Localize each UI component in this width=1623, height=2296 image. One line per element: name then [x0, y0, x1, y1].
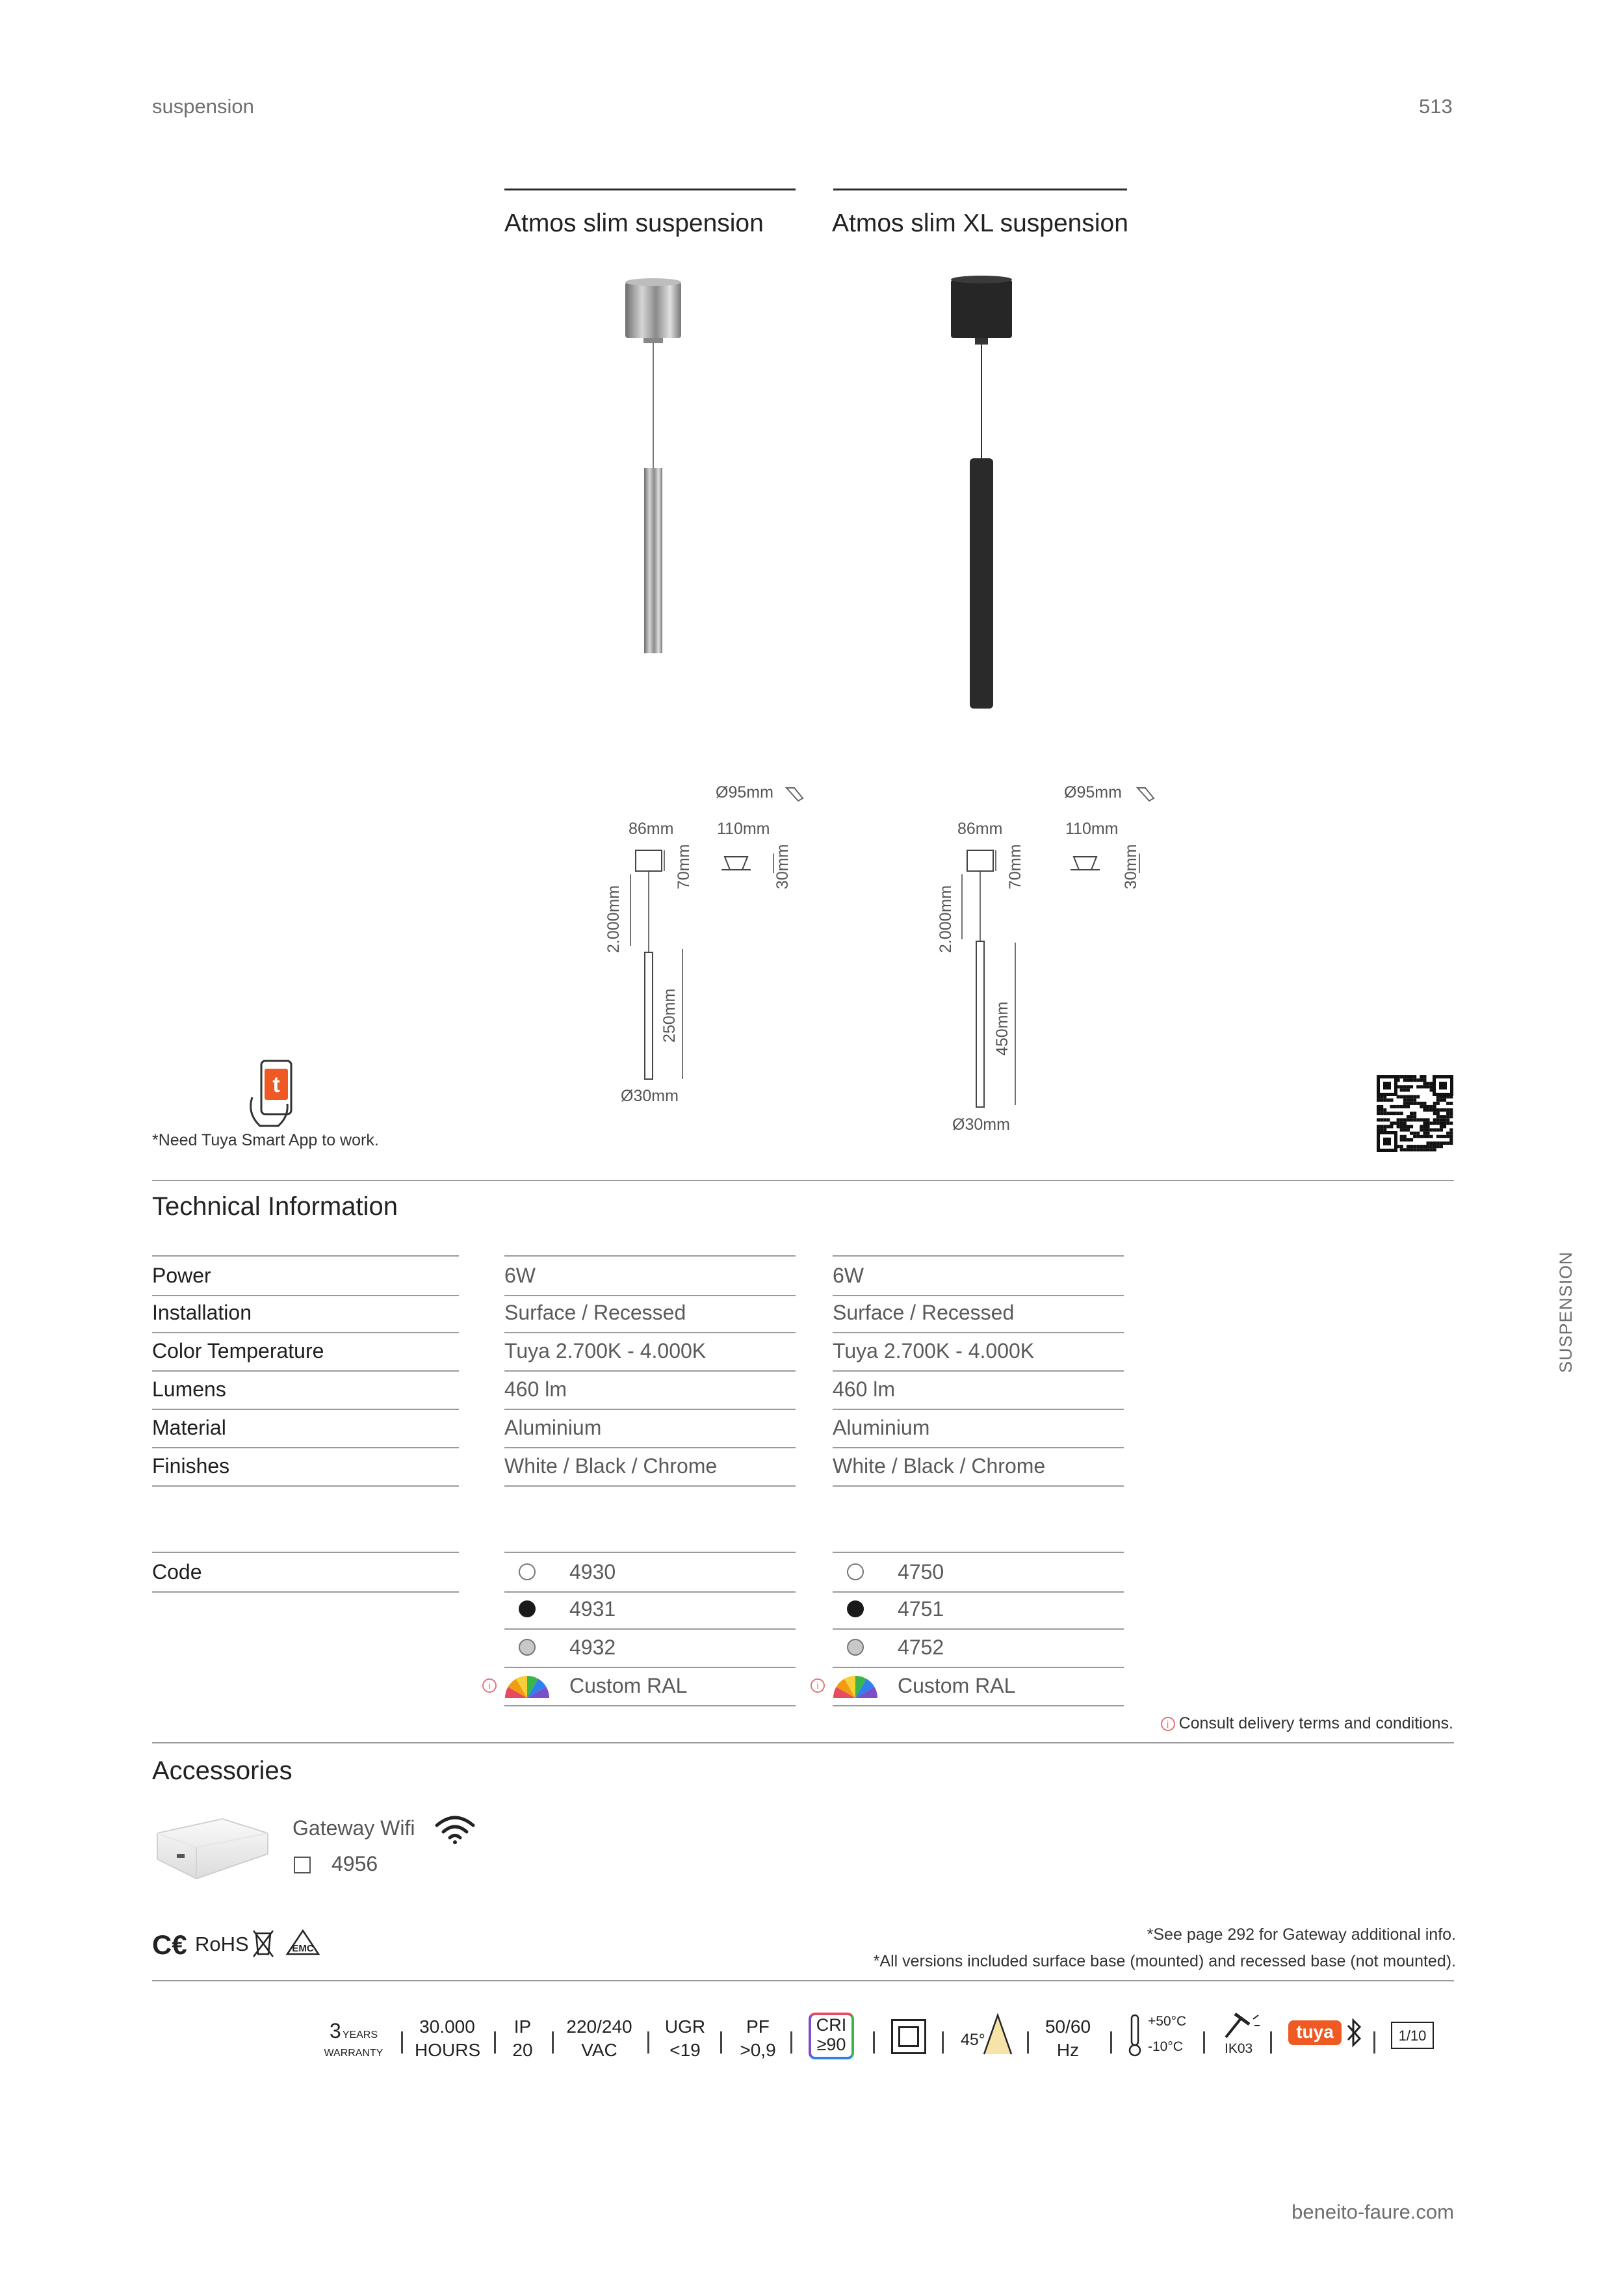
- tech-heading: Technical Information: [152, 1192, 398, 1221]
- qr-code[interactable]: [1377, 1075, 1453, 1152]
- base-note: *All versions included surface base (mounted) and recessed base (not mounted).: [873, 1952, 1456, 1970]
- tech-value-right: 460 lm: [833, 1370, 1124, 1410]
- code-value: 4930: [569, 1560, 616, 1584]
- tech-value-right: Surface / Recessed: [833, 1294, 1124, 1333]
- code-row-left[interactable]: [504, 1552, 796, 1593]
- spec-separator: [1027, 2031, 1029, 2054]
- side-tab-label: SUSPENSION: [1556, 1251, 1576, 1373]
- tech-value-right: 6W: [833, 1255, 1124, 1296]
- ip-spec: IP 20: [512, 2016, 533, 2060]
- weee-bin-icon: [251, 1927, 276, 1958]
- gateway-code-checkbox[interactable]: [294, 1857, 311, 1873]
- dim-tube-length-left: 250mm: [660, 988, 679, 1043]
- spec-separator: [1270, 2031, 1272, 2054]
- hammer-icon: [1222, 2011, 1261, 2040]
- finish-swatch-icon: [847, 1563, 864, 1580]
- tech-value-left: White / Black / Chrome: [504, 1447, 796, 1487]
- pf-spec: PF >0,9: [740, 2016, 776, 2060]
- color-fan-icon: [833, 1672, 878, 1701]
- bluetooth-icon: [1345, 2018, 1362, 2048]
- footer-url[interactable]: beneito-faure.com: [1292, 2200, 1454, 2223]
- code-value: 4932: [569, 1636, 616, 1659]
- dim-recess-width-right: 110mm: [1065, 820, 1119, 838]
- spec-separator: [1203, 2031, 1205, 2054]
- code-row-right[interactable]: [833, 1628, 1124, 1668]
- beam-angle-icon: [981, 2013, 1014, 2055]
- tuya-note: *Need Tuya Smart App to work.: [152, 1131, 379, 1149]
- finish-swatch-icon: [519, 1563, 536, 1580]
- ugr-spec: UGR <19: [664, 2016, 706, 2060]
- cri-spec: CRI ≥90: [809, 2013, 854, 2059]
- dimension-drawing-left: [624, 787, 819, 1086]
- page-number: 513: [1419, 95, 1453, 118]
- info-icon: i: [482, 1678, 497, 1693]
- gateway-page-note: *See page 292 for Gateway additional info.: [1147, 1925, 1456, 1944]
- dimension-drawing-right: [955, 787, 1170, 1112]
- temp-low: -10°C: [1148, 2039, 1183, 2054]
- code-value: 4750: [898, 1560, 944, 1584]
- spec-separator: [494, 2031, 496, 2054]
- gateway-code: 4956: [331, 1852, 378, 1875]
- code-value: Custom RAL: [569, 1674, 688, 1697]
- title-rule-left: [504, 189, 796, 190]
- code-value: 4751: [898, 1597, 944, 1621]
- dimming-ratio: 1/10: [1391, 2022, 1434, 2049]
- tech-value-left: Surface / Recessed: [504, 1294, 796, 1333]
- class-ii-icon: [891, 2019, 926, 2054]
- tech-label: Power: [152, 1255, 459, 1296]
- spec-separator: [552, 2031, 554, 2054]
- dim-recess-width-left: 110mm: [717, 820, 770, 838]
- specs-top-rule: [152, 1980, 1454, 1981]
- accessories-top-rule: [152, 1742, 1454, 1743]
- rohs-label: RoHS: [195, 1933, 249, 1955]
- tech-value-right: White / Black / Chrome: [833, 1447, 1124, 1487]
- svg-text:EMC: EMC: [292, 1943, 314, 1954]
- finish-swatch-icon: [519, 1639, 536, 1656]
- temp-high: +50°C: [1148, 2014, 1187, 2029]
- accessories-heading: Accessories: [152, 1756, 292, 1785]
- tech-value-left: 6W: [504, 1255, 796, 1296]
- emc-mark-icon: [285, 1928, 321, 1957]
- tech-label: Material: [152, 1409, 459, 1448]
- tech-value-left: 460 lm: [504, 1370, 796, 1410]
- tech-value-right: Tuya 2.700K - 4.000K: [833, 1332, 1124, 1372]
- product-photo-black: [939, 273, 1030, 728]
- gateway-name: Gateway Wifi: [292, 1816, 415, 1840]
- gateway-product-photo: [151, 1814, 274, 1885]
- ce-mark-icon: C€: [152, 1929, 187, 1960]
- spec-separator: [790, 2031, 792, 2054]
- tech-label: Lumens: [152, 1370, 459, 1410]
- dim-recess-height-left: 30mm: [773, 844, 792, 889]
- dim-canopy-height-left: 70mm: [675, 844, 693, 889]
- frequency-spec: 50/60 Hz: [1045, 2016, 1091, 2060]
- spec-separator: [1110, 2031, 1112, 2054]
- finish-swatch-icon: [847, 1600, 864, 1617]
- dim-cable-length-left: 2.000mm: [604, 885, 623, 953]
- tuya-logo: tuya: [1288, 2020, 1342, 2045]
- dim-cable-length-right: 2.000mm: [937, 885, 955, 953]
- tech-value-left: Tuya 2.700K - 4.000K: [504, 1332, 796, 1372]
- spec-separator: [401, 2031, 403, 2054]
- dim-tube-length-right: 450mm: [993, 1001, 1011, 1056]
- tech-label: Color Temperature: [152, 1332, 459, 1372]
- code-label: Code: [152, 1552, 459, 1593]
- tech-value-left: Aluminium: [504, 1409, 796, 1448]
- consult-note: i Consult delivery terms and conditions.: [1144, 1714, 1453, 1733]
- voltage-spec: 220/240 VAC: [566, 2016, 632, 2060]
- spec-separator: [1373, 2031, 1375, 2054]
- info-icon: i: [1161, 1717, 1175, 1731]
- wifi-icon: [434, 1814, 476, 1845]
- tech-label: Finishes: [152, 1447, 459, 1487]
- spec-separator: [647, 2031, 649, 2054]
- code-row-left[interactable]: [504, 1628, 796, 1668]
- beam-angle-value: 45°: [961, 2031, 985, 2049]
- spec-separator: [720, 2031, 722, 2054]
- tech-label: Installation: [152, 1294, 459, 1333]
- ik-rating: IK03: [1225, 2041, 1253, 2056]
- thermometer-icon: [1126, 2014, 1144, 2057]
- svg-text:t: t: [272, 1073, 280, 1097]
- dim-base-diameter-left: Ø95mm: [716, 783, 773, 802]
- dim-tube-diameter-left: Ø30mm: [621, 1087, 679, 1105]
- tuya-app-phone-icon: [247, 1058, 305, 1130]
- tech-top-rule: [152, 1180, 1454, 1181]
- dim-tube-diameter-right: Ø30mm: [952, 1115, 1010, 1134]
- dim-canopy-width-left: 86mm: [629, 820, 674, 838]
- product-title-left: Atmos slim suspension: [504, 209, 764, 237]
- dim-base-diameter-right: Ø95mm: [1064, 783, 1122, 802]
- title-rule-right: [833, 189, 1127, 190]
- code-value: 4752: [898, 1636, 944, 1659]
- tech-value-right: Aluminium: [833, 1409, 1124, 1448]
- info-icon: i: [811, 1678, 825, 1693]
- code-row-right[interactable]: [816, 1667, 1124, 1706]
- dim-canopy-height-right: 70mm: [1006, 844, 1024, 889]
- finish-swatch-icon: [847, 1639, 864, 1656]
- product-photo-chrome: [611, 273, 702, 663]
- code-row-right[interactable]: [833, 1590, 1124, 1630]
- spec-separator: [873, 2031, 875, 2054]
- code-row-left[interactable]: [488, 1667, 796, 1706]
- code-row-right[interactable]: [833, 1552, 1124, 1593]
- code-value: Custom RAL: [898, 1674, 1016, 1697]
- spec-separator: [942, 2031, 944, 2054]
- color-fan-icon: [504, 1672, 550, 1701]
- code-value: 4931: [569, 1597, 616, 1621]
- finish-swatch-icon: [519, 1600, 536, 1617]
- code-row-left[interactable]: [504, 1590, 796, 1630]
- dim-canopy-width-right: 86mm: [957, 820, 1003, 838]
- lifetime-spec: 30.000 HOURS: [415, 2016, 481, 2060]
- product-title-right: Atmos slim XL suspension: [832, 209, 1128, 237]
- warranty-spec: 3 YEARS WARRANTY: [324, 2019, 383, 2059]
- dim-recess-height-right: 30mm: [1122, 844, 1140, 889]
- section-label: suspension: [152, 95, 254, 118]
